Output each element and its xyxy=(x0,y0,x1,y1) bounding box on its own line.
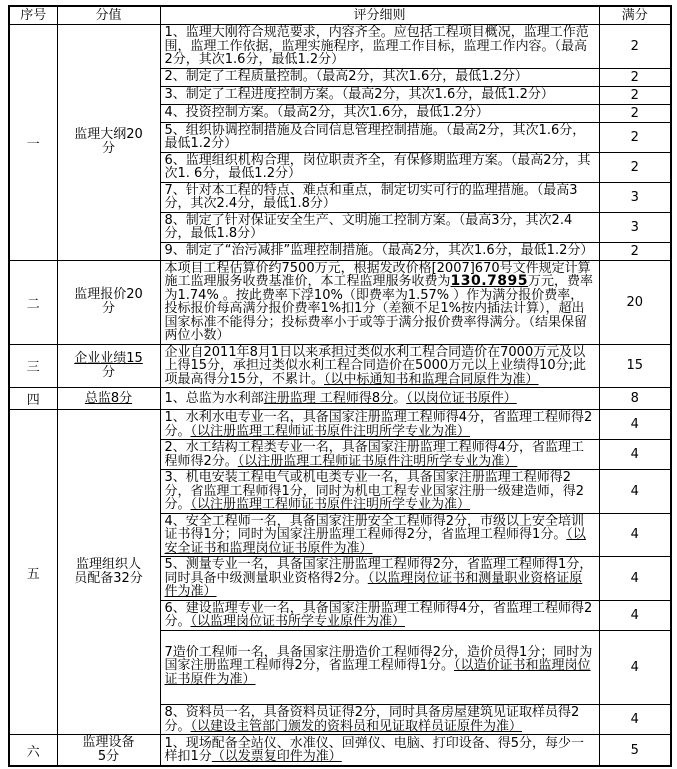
section-number-cell: 三 xyxy=(9,344,57,388)
text-run: 5、测量专业一名，具备国家注册监理工程师得2分，省监理工程师得1分，同时具备中级测量职业资格得2分。 xyxy=(164,557,593,586)
text-run: 1、水利水电专业一名，具备国家注册监理工程师得4分，省监理工程师得2分。 xyxy=(164,410,593,439)
text-run: （以中标通知书和监理合同原件为准） xyxy=(324,371,539,387)
section-score-label-cell xyxy=(57,260,160,344)
text-run: 万元，费率为1.74% 。按此费率下浮10%（即费率为1.57% ）作为满分报价费率，投标报价每高满分报价费率1%扣1分（差额不足1%按内插法计算），超出国家标准不能得分；投标费率小于或等于满分报价费率得满分。（结果保留两位小数） xyxy=(164,274,594,343)
text-run: 监理大纲20 xyxy=(74,127,143,143)
section-score-label-cell xyxy=(57,344,160,388)
criteria-cell xyxy=(160,470,599,514)
text-run: 3、制定了工程进度控制方案。（最高2分，其次1.6分，最低1.2分） xyxy=(164,87,554,103)
text-run: （以监理岗位证书和测量职业资格证原件为准） xyxy=(164,570,583,599)
full-score-cell: 4 xyxy=(599,630,671,705)
full-score-cell: 4 xyxy=(599,557,671,601)
text-run: 4、安全工程师一名，具备国家注册安全工程师得2分，市级以上安全培训证书得1分；同时为国家注册监理工程师得2分，省监理工程师得1分。 xyxy=(164,513,585,542)
criteria-cell xyxy=(160,25,599,69)
score-label-line xyxy=(60,558,158,572)
criteria-cell xyxy=(160,557,599,601)
score-label-line xyxy=(60,750,158,764)
text-run: 监理组织人 xyxy=(75,557,141,572)
criteria-cell xyxy=(160,410,599,440)
col-header-full-score: 满分 xyxy=(599,6,671,25)
table-body xyxy=(9,25,671,767)
criteria-cell xyxy=(160,242,599,260)
text-run: （以注册监理工程师证书原件注明所学专业为准） xyxy=(237,453,518,469)
text-run: 企业业绩15 xyxy=(74,350,143,366)
section-number-cell: 一 xyxy=(9,25,57,261)
criteria-cell xyxy=(160,152,599,182)
criteria-cell xyxy=(160,104,599,122)
full-score-cell: 2 xyxy=(599,104,671,122)
col-header-number: 序号 xyxy=(9,6,57,25)
full-score-cell: 4 xyxy=(599,410,671,440)
criteria-cell xyxy=(160,212,599,242)
full-score-cell: 20 xyxy=(599,260,671,344)
full-score-cell: 2 xyxy=(599,242,671,260)
text-run: 分 xyxy=(101,301,115,316)
text-run: 5、组织协调控制措施及合同信息管理控制措施。（最高2分，其次1.6分，最低1.2分） xyxy=(164,122,586,151)
full-score-cell: 4 xyxy=(599,600,671,630)
full-score-cell: 2 xyxy=(599,152,671,182)
section-number-cell: 六 xyxy=(9,735,57,767)
full-score-cell: 4 xyxy=(599,440,671,470)
text-run: 3、机电安装工程电气或机电类专业一名，具备国家注册监理工程师得2分，省监理工程师得1分，同时为机电工程专业国家注册一级建造师，得2分。 xyxy=(164,470,585,512)
text-run: 130.7895 xyxy=(450,273,529,289)
full-score-cell: 5 xyxy=(599,735,671,767)
text-run: 4、投资控制方案。（最高2分，其次1.6分，最低1.2分） xyxy=(164,105,489,121)
score-label-line xyxy=(60,142,158,156)
text-run: 6、监理组织机构合理，岗位职责齐全，有保修期监理方案。（最高2分，其次1. 6分，最低1.2分） xyxy=(164,152,591,181)
document-page xyxy=(0,5,677,769)
criteria-cell xyxy=(160,86,599,104)
criteria-row xyxy=(9,735,671,767)
text-run: 1、总监为水利部 xyxy=(164,390,264,406)
full-score-cell: 2 xyxy=(599,122,671,152)
score-label-line xyxy=(60,366,158,380)
full-score-cell: 2 xyxy=(599,25,671,69)
text-run: 7造价工程师一名，具备国家注册造价工程师得2分，造价员得1分；同时为国家注册监理工程师得2分，省监理工程师得1分。 xyxy=(164,644,593,673)
criteria-row xyxy=(9,388,671,410)
text-run: 9、制定了“治污减排”监理控制措施。（最高2分，其次1.6分，最低1.2分） xyxy=(164,243,594,259)
text-run: 企业自2011年8月1日以来承担过类似水利工程合同造价在7000万元及以上得15分，承担过类似水利工程合同造价在5000万元以上业绩得10分;此项最高得分15分，不累计。 xyxy=(164,344,587,387)
evaluation-table xyxy=(8,5,672,767)
text-run: 8、资料员一名，具备资料员证得2分，同时具备房屋建筑见证取样员得2分。 xyxy=(164,705,580,734)
text-run: 总监8分 xyxy=(84,390,133,406)
section-score-label-cell xyxy=(57,388,160,410)
text-run: （以安全证书和监理岗位证书原件为准） xyxy=(164,527,586,556)
criteria-row xyxy=(9,260,671,344)
text-run: （以岗位证书原件） xyxy=(406,390,517,406)
text-run: 注册监理 工程师得8分 xyxy=(263,390,394,406)
full-score-cell: 8 xyxy=(599,388,671,410)
text-run: （以注册监理工程师证书原件注明所学专业为准） xyxy=(190,497,471,512)
text-run: 5分 xyxy=(97,749,120,764)
criteria-cell xyxy=(160,600,599,630)
criteria-row xyxy=(9,344,671,388)
header-row xyxy=(9,6,671,25)
criteria-cell xyxy=(160,68,599,86)
full-score-cell: 15 xyxy=(599,344,671,388)
score-label-line xyxy=(60,736,158,750)
section-score-label-cell xyxy=(57,410,160,735)
criteria-cell xyxy=(160,122,599,152)
text-run: 监理设备 xyxy=(82,735,135,750)
text-run: 2、制定了工程质量控制。（最高2分，其次1.6分，最低1.2分） xyxy=(164,69,528,85)
text-run: （以建设主管部门颁发的资料员和见证取样员证原件为准） xyxy=(190,718,523,734)
section-number-cell: 四 xyxy=(9,388,57,410)
full-score-cell: 4 xyxy=(599,513,671,557)
text-run: （以造价证书和监理岗位证书原件为准） xyxy=(164,658,591,687)
full-score-cell: 2 xyxy=(599,68,671,86)
text-run: 员配备32分 xyxy=(74,571,143,586)
full-score-cell: 3 xyxy=(599,182,671,212)
section-number-cell: 二 xyxy=(9,260,57,344)
criteria-cell xyxy=(160,260,599,344)
score-label-line xyxy=(60,288,158,302)
score-label-line xyxy=(60,572,158,586)
col-header-score-value: 分值 xyxy=(57,6,160,25)
text-run: 2、水工结构工程类专业一名，具备国家注册监理工程师得4分，省监理工程师得2分。 xyxy=(164,440,585,469)
score-label-line xyxy=(60,302,158,316)
text-run: （以发票复印件为准） xyxy=(211,749,342,764)
criteria-cell xyxy=(160,705,599,735)
criteria-cell xyxy=(160,344,599,388)
text-run: 本项目工程估算价约7500万元，根据发改价格[2007]670号文件规定计算施工监理服务收费基准价，本工程监理服务收费为 xyxy=(164,260,591,289)
text-run: 分 xyxy=(101,364,115,380)
full-score-cell: 4 xyxy=(599,470,671,514)
section-score-label-cell xyxy=(57,25,160,261)
criteria-row xyxy=(9,25,671,69)
section-number-cell: 五 xyxy=(9,410,57,735)
text-run: 1、现场配备全站仪、水准仪、回弹仪、电脑、打印设备、得5分，每少一样扣1分 xyxy=(164,735,585,764)
text-run: 7、针对本工程的特点、难点和重点，制定切实可行的监理措施。（最高3分，其次2.4分，最低1.8分） xyxy=(164,182,578,211)
criteria-cell xyxy=(160,440,599,470)
criteria-row xyxy=(9,410,671,440)
text-run: 6、建设监理专业一名，具备国家注册监理工程师得4分，省监理工程师得2分。 xyxy=(164,600,593,629)
criteria-cell xyxy=(160,513,599,557)
full-score-cell: 4 xyxy=(599,705,671,735)
score-label-line xyxy=(60,128,158,142)
text-run: （以监理岗位证书所学专业原件为准） xyxy=(190,614,406,629)
criteria-cell xyxy=(160,630,599,705)
text-run: 1、监理大刚符合规范要求，内容齐全。应包括工程项目概况，监理工作范围，监理工作依据，监理实施程序，监理工作目标，监理工作内容。（最高2分，其次1.6分，最低1.2分） xyxy=(164,25,589,67)
text-run: 监理报价20 xyxy=(74,287,143,302)
full-score-cell: 2 xyxy=(599,86,671,104)
text-run: 分 xyxy=(101,141,115,157)
col-header-criteria: 评分细则 xyxy=(160,6,599,25)
criteria-cell xyxy=(160,735,599,767)
criteria-cell xyxy=(160,388,599,410)
score-label-line xyxy=(60,352,158,366)
text-run: 。 xyxy=(393,390,407,406)
score-label-line xyxy=(60,392,158,406)
text-run: 8、制定了针对保证安全生产、文明施工控制方案。（最高3分，其次2.4分，最低1.8分） xyxy=(164,212,573,241)
text-run: （以注册监理工程师证书原件注明所学专业为准） xyxy=(190,423,471,439)
criteria-cell xyxy=(160,182,599,212)
section-score-label-cell xyxy=(57,735,160,767)
full-score-cell: 3 xyxy=(599,212,671,242)
